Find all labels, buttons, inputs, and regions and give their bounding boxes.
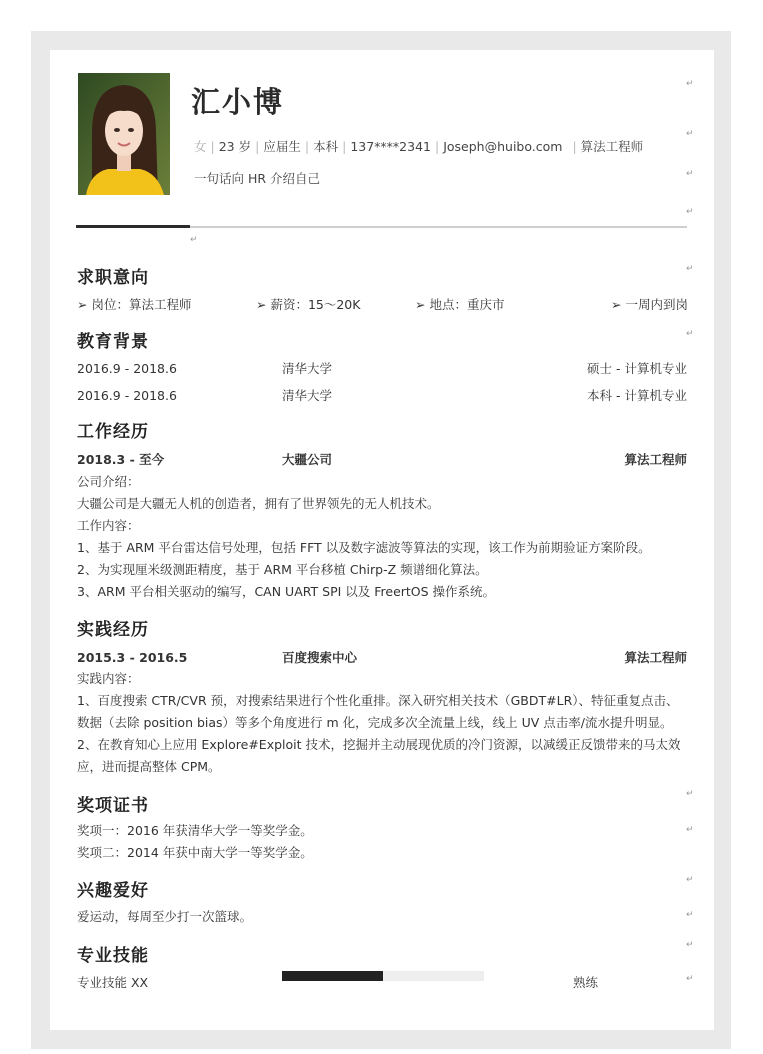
practice-description xyxy=(77,668,689,778)
work-description xyxy=(77,471,689,603)
paragraph-mark: ↵ xyxy=(686,264,694,274)
profile-photo xyxy=(78,73,170,195)
intention-position: ➢ 岗位：算法工程师 xyxy=(77,297,192,312)
skill-name: 专业技能 XX xyxy=(77,975,149,990)
work-company: 大疆公司 xyxy=(282,452,333,467)
section-title-awards: 奖项证书 xyxy=(77,796,149,816)
award-item: 奖项一：2016 年获清华大学一等奖学金。 xyxy=(77,823,313,838)
edu-period: 2016.9 - 2018.6 xyxy=(77,388,177,403)
hobbies-text: 爱运动，每周至少打一次篮球。 xyxy=(77,909,253,924)
gender: 女 xyxy=(194,139,207,154)
practice-item: 1、百度搜索 CTR/CVR 预，对搜索结果进行个性化重排。深入研究相关技术（GBDT#LR）、特征重复点击、数据（去除 position bias）等多个角度进行 m 化，完成多次全流量上线，线上 UV 点击率/流水提升明显。 xyxy=(77,693,679,730)
intention-location: ➢ 地点：重庆市 xyxy=(415,297,505,312)
paragraph-mark: ↵ xyxy=(686,207,694,217)
work-period: 2018.3 - 至今 xyxy=(77,452,165,467)
work-line: 3、ARM 平台相关驱动的编写，CAN UART SPI 以及 FreertOS 操作系统。 xyxy=(77,584,496,599)
practice-period: 2015.3 - 2016.5 xyxy=(77,650,188,665)
practice-company: 百度搜索中心 xyxy=(282,650,358,665)
skill-bar-fill xyxy=(282,971,383,981)
work-line: 工作内容： xyxy=(77,518,140,533)
self-intro: 一句话向 HR 介绍自己 xyxy=(194,171,321,186)
edu-major: 硕士 - 计算机专业 xyxy=(587,361,687,376)
section-title-skills: 专业技能 xyxy=(77,946,149,966)
graduate-status: 应届生 xyxy=(263,139,301,154)
section-title-intention: 求职意向 xyxy=(77,268,149,288)
edu-major: 本科 - 计算机专业 xyxy=(587,388,687,403)
age: 23 岁 xyxy=(218,139,252,154)
paragraph-mark: ↵ xyxy=(686,169,694,179)
edu-school: 清华大学 xyxy=(282,361,333,376)
work-line: 1、基于 ARM 平台雷达信号处理，包括 FFT 以及数字滤波等算法的实现，该工作为前期验证方案阶段。 xyxy=(77,540,651,555)
paragraph-mark: ↵ xyxy=(686,129,694,139)
paragraph-mark: ↵ xyxy=(190,235,198,245)
paragraph-mark: ↵ xyxy=(686,875,694,885)
practice-label: 实践内容： xyxy=(77,671,140,686)
work-line: 2、为实现厘米级测距精度，基于 ARM 平台移植 Chirp-Z 频谱细化算法。 xyxy=(77,562,488,577)
section-title-education: 教育背景 xyxy=(77,332,149,352)
candidate-name: 汇小博 xyxy=(191,85,285,119)
degree: 本科 xyxy=(313,139,339,154)
work-line: 公司介绍： xyxy=(77,474,140,489)
paragraph-mark: ↵ xyxy=(686,974,694,984)
section-title-practice: 实践经历 xyxy=(77,620,149,640)
section-title-hobbies: 兴趣爱好 xyxy=(77,881,149,901)
skill-bar xyxy=(282,971,484,981)
paragraph-mark: ↵ xyxy=(686,910,694,920)
phone: 137****2341 xyxy=(350,139,431,154)
paragraph-mark: ↵ xyxy=(686,789,694,799)
intention-availability: ➢ 一周内到岗 xyxy=(611,297,688,312)
header-divider xyxy=(190,226,687,228)
section-title-work: 工作经历 xyxy=(77,422,149,442)
work-line: 大疆公司是大疆无人机的创造者，拥有了世界领先的无人机技术。 xyxy=(77,496,440,511)
email: Joseph@huibo.com xyxy=(443,139,563,154)
paragraph-mark: ↵ xyxy=(686,940,694,950)
awards-list xyxy=(77,820,689,864)
work-role: 算法工程师 xyxy=(624,452,687,467)
edu-school: 清华大学 xyxy=(282,388,333,403)
header-divider-accent xyxy=(76,225,190,228)
skill-level: 熟练 xyxy=(573,975,599,990)
practice-role: 算法工程师 xyxy=(624,650,687,665)
paragraph-mark: ↵ xyxy=(686,329,694,339)
edu-period: 2016.9 - 2018.6 xyxy=(77,361,177,376)
paragraph-mark: ↵ xyxy=(686,825,694,835)
intention-salary: ➢ 薪资：15～20K xyxy=(256,297,361,312)
target-position: 算法工程师 xyxy=(580,139,644,154)
award-item: 奖项二：2014 年获中南大学一等奖学金。 xyxy=(77,845,313,860)
practice-item: 2、在教育知心上应用 Explore#Exploit 技术，挖掘并主动展现优质的冷门资源，以减缓正反馈带来的马太效应，进而提高整体 CPM。 xyxy=(77,737,681,774)
paragraph-mark: ↵ xyxy=(686,79,694,89)
basic-info: 女 | 23 岁 | 应届生 | 本科 | 137****2341 | Joseph@huibo.com | 算法工程师 xyxy=(194,139,644,154)
